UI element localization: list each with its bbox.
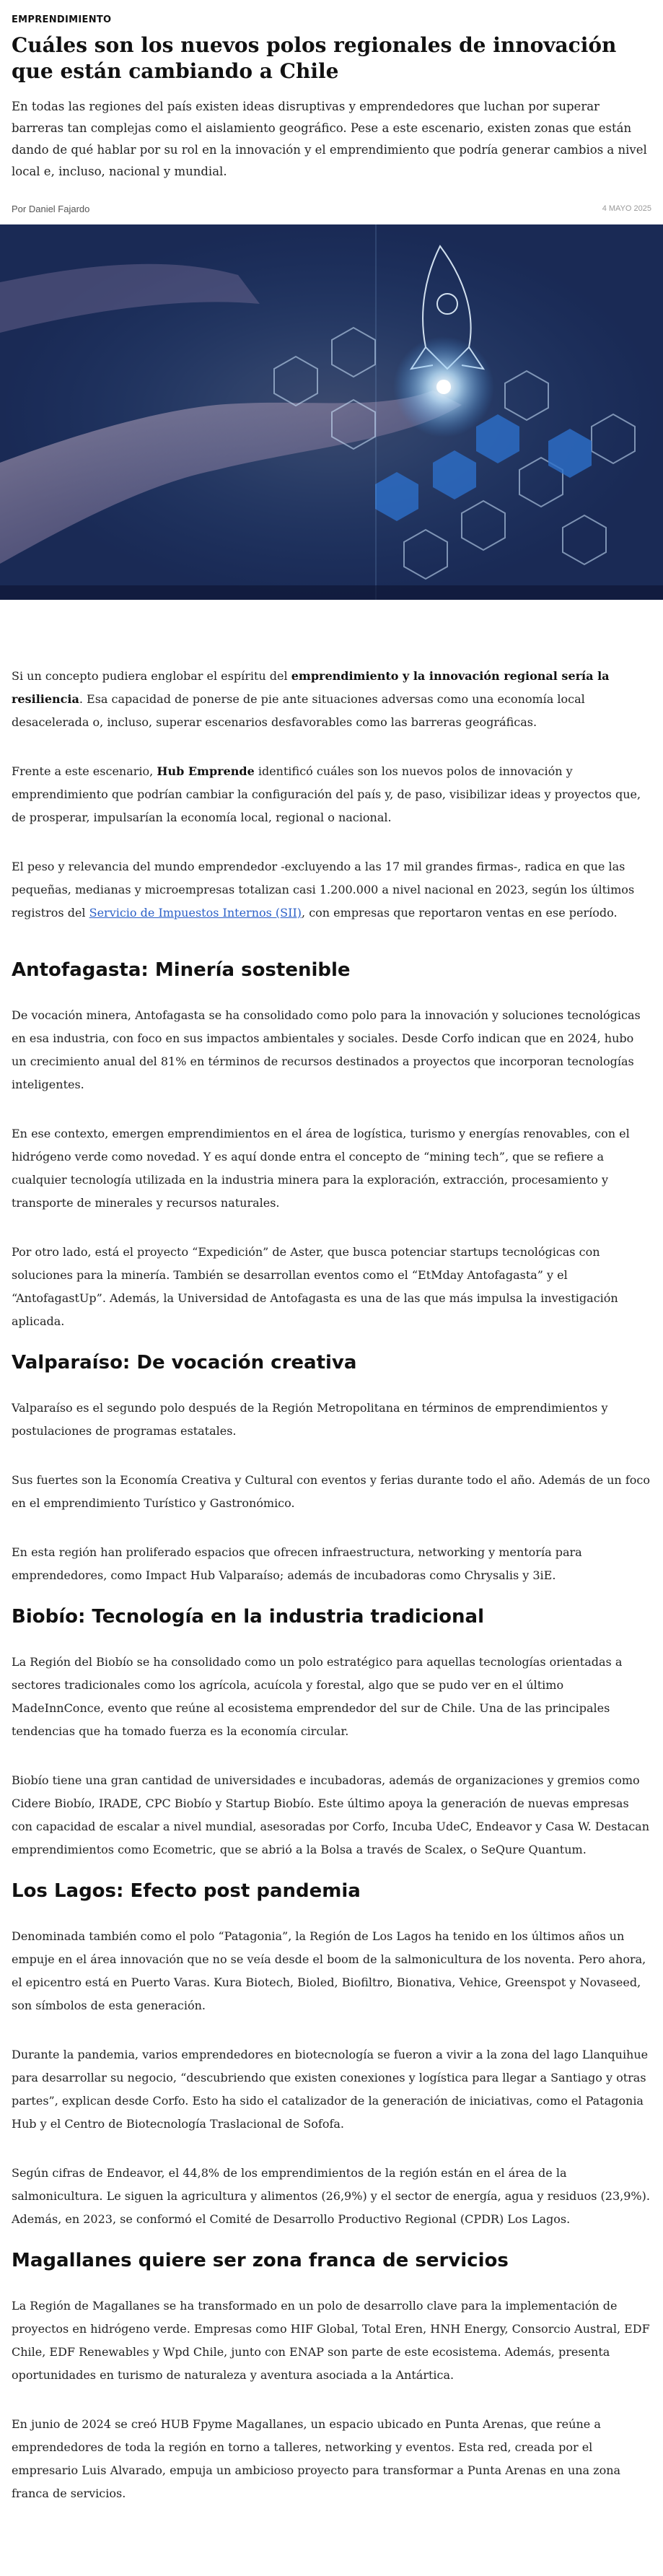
article-deck: En todas las regiones del país existen ideas disruptivas y emprendedores que luchan por superar barreras tan complejas como el aislamiento geográfico. Pese a este escenario, existen zonas que están dando de qué hablar por su rol en la innovación y el emprendimiento que podría generar cambios a nivel local e, incluso, nacional y mundial. bbox=[12, 100, 647, 178]
intro-p1-strong: emprendimiento y la innovación regional sería la resiliencia bbox=[12, 669, 610, 706]
loslagos-paragraph-1: Denominada también como el polo “Patagonia”, la Región de Los Lagos ha tenido en los últimos años un empuje en el área innovación que no se veía desde el boom de la salmonicultura de los noventa. Pero ahora, el epicentro está en Puerto Varas. Kura Biotech, Bioled, Biofiltro, Bionativa, Vehice, Greenspot y Novaseed, son símbolos de esta generación. bbox=[12, 1929, 646, 2012]
magallanes-paragraph-1: La Región de Magallanes se ha transformado en un polo de desarrollo clave para la implementación de proyectos en hidrógeno verde. Empresas como HIF Global, Total Eren, HNH Energy, Consorcio Austral, EDF Chile, EDF Renewables y Wpd Chile, junto con ENAP son parte de este ecosistema. Además, presenta oportunidades en turismo de naturaleza y aventura asociada a la Antártica. bbox=[12, 2299, 650, 2382]
byline bbox=[12, 198, 651, 219]
magallanes-paragraph-2: En junio de 2024 se creó HUB Fpyme Magallanes, un espacio ubicado en Punta Arenas, que reúne a emprendedores de toda la región en torno a talleres, networking y eventos. Esta red, creada por el empresario Luis Alvarado, empuja un ambicioso proyecto para transformar a Punta Arenas en una zona franca de servicios. bbox=[12, 2417, 621, 2500]
biobio-paragraph-1: La Región del Biobío se ha consolidado como un polo estratégico para aquellas tecnologías orientadas a sectores tradicionales como los agrícola, acuícola y forestal, algo que se pudo ver en el último MadeInnConce, evento que reúne al ecosistema emprendedor del sur de Chile. Una de las principales tendencias que ha tomado fuerza es la economía circular. bbox=[12, 1655, 623, 1738]
heading-magallanes: Magallanes quiere ser zona franca de servicios bbox=[12, 2250, 509, 2271]
hero-illustration bbox=[0, 224, 663, 600]
antofagasta-paragraph-3: Por otro lado, está el proyecto “Expedición” de Aster, que busca potenciar startups tecnológicas con soluciones para la minería. También se desarrollan eventos como el “EtMday Antofagasta” y el “AntofagastUp”. Además, la Universidad de Antofagasta es una de las que más impulsa la investigación aplicada. bbox=[12, 1245, 618, 1328]
intro-paragraph-3 bbox=[12, 855, 651, 925]
hero-image bbox=[0, 224, 663, 600]
intro-p2-strong: Hub Emprende bbox=[157, 764, 255, 778]
intro-paragraph-2 bbox=[12, 760, 651, 829]
article-title: Cuáles son los nuevos polos regionales de innovación que están cambiando a Chile bbox=[12, 33, 617, 83]
intro-p2-text-b: identificó cuáles son los nuevos polos de innovación y emprendimiento que podrían cambiar la configuración del país y, de paso, visibilizar ideas y proyectos que, de prosperar, impulsarían la economía local, regional o nacional. bbox=[12, 764, 641, 824]
biobio-paragraph-2: Biobío tiene una gran cantidad de universidades e incubadoras, además de organizaciones y gremios como Cidere Biobío, IRADE, CPC Biobío y Startup Biobío. Este último apoya la generación de nuevas empresas con capacidad de escalar a nivel mundial, asesoradas por Corfo, Incuba UdeC, Endeavor y Casa W. Destacan emprendimientos como Ecometric, que se abrió a la Bolsa a través de Scalex, o SeQure Quantum. bbox=[12, 1773, 650, 1856]
valparaiso-paragraph-2: Sus fuertes son la Economía Creativa y Cultural con eventos y ferias durante todo el año. Además de un foco en el emprendimiento Turístico y Gastronómico. bbox=[12, 1473, 650, 1510]
loslagos-paragraph-3: Según cifras de Endeavor, el 44,8% de los emprendimientos de la región están en el área de la salmonicultura. Le siguen la agricultura y alimentos (26,9%) y el sector de energía, agua y residuos (23,9%). Además, en 2023, se conformó el Comité de Desarrollo Productivo Regional (CPDR) Los Lagos. bbox=[12, 2166, 650, 2226]
publish-date: 4 MAYO 2025 bbox=[602, 204, 651, 213]
intro-p1-text-a: Si un concepto pudiera englobar el espíritu del bbox=[12, 669, 291, 683]
intro-p3-text-a: El peso y relevancia del mundo emprendedor -excluyendo a las 17 mil grandes firmas-, radica en que las pequeñas, medianas y microempresas totalizan casi 1.200.000 a nivel nacional en 2023, según los últimos registros del bbox=[12, 860, 635, 920]
author-name[interactable]: Por Daniel Fajardo bbox=[12, 203, 90, 214]
intro-paragraph-1 bbox=[12, 665, 651, 734]
antofagasta-paragraph-1: De vocación minera, Antofagasta se ha consolidado como polo para la innovación y soluciones tecnológicas en esa industria, con foco en sus impactos ambientales y sociales. Desde Corfo indican que en 2024, hubo un crecimiento anual del 81% en términos de recursos destinados a proyectos que incorporan tecnologías inteligentes. bbox=[12, 1008, 641, 1091]
sii-link[interactable]: Servicio de Impuestos Internos (SII) bbox=[89, 906, 302, 920]
heading-loslagos: Los Lagos: Efecto post pandemia bbox=[12, 1880, 361, 1902]
valparaiso-paragraph-1: Valparaíso es el segundo polo después de la Región Metropolitana en términos de emprendimientos y postulaciones de programas estatales. bbox=[12, 1401, 608, 1438]
category-label[interactable]: EMPRENDIMIENTO bbox=[12, 14, 112, 25]
valparaiso-paragraph-3: En esta región han proliferado espacios que ofrecen infraestructura, networking y mentoría para emprendedores, como Impact Hub Valparaíso; además de incubadoras como Chrysalis y 3iE. bbox=[12, 1545, 582, 1582]
article-body bbox=[0, 600, 663, 2505]
heading-antofagasta: Antofagasta: Minería sostenible bbox=[12, 959, 351, 981]
article-header bbox=[0, 0, 663, 219]
heading-valparaiso: Valparaíso: De vocación creativa bbox=[12, 1352, 357, 1374]
intro-p1-text-b: . Esa capacidad de ponerse de pie ante situaciones adversas como una economía local desacelerada o, incluso, superar escenarios desfavorables como las barreras geográficas. bbox=[12, 692, 585, 729]
antofagasta-paragraph-2: En ese contexto, emergen emprendimientos en el área de logística, turismo y energías renovables, con el hidrógeno verde como novedad. Y es aquí donde entra el concepto de “mining tech”, que se refiere a cualquier tecnología utilizada en la industria minera para la exploración, extracción, procesamiento y transporte de minerales y recursos naturales. bbox=[12, 1127, 630, 1210]
intro-p3-text-b: , con empresas que reportaron ventas en ese período. bbox=[302, 906, 618, 920]
intro-p2-text-a: Frente a este escenario, bbox=[12, 764, 157, 778]
heading-biobio: Biobío: Tecnología en la industria tradicional bbox=[12, 1606, 484, 1628]
loslagos-paragraph-2: Durante la pandemia, varios emprendedores en biotecnología se fueron a vivir a la zona del lago Llanquihue para desarrollar su negocio, “descubriendo que existen conexiones y logística para llegar a Santiago y otras partes”, explican desde Corfo. Esto ha sido el catalizador de la generación de iniciativas, como el Patagonia Hub y el Centro de Biotecnología Traslacional de Sofofa. bbox=[12, 2048, 649, 2131]
